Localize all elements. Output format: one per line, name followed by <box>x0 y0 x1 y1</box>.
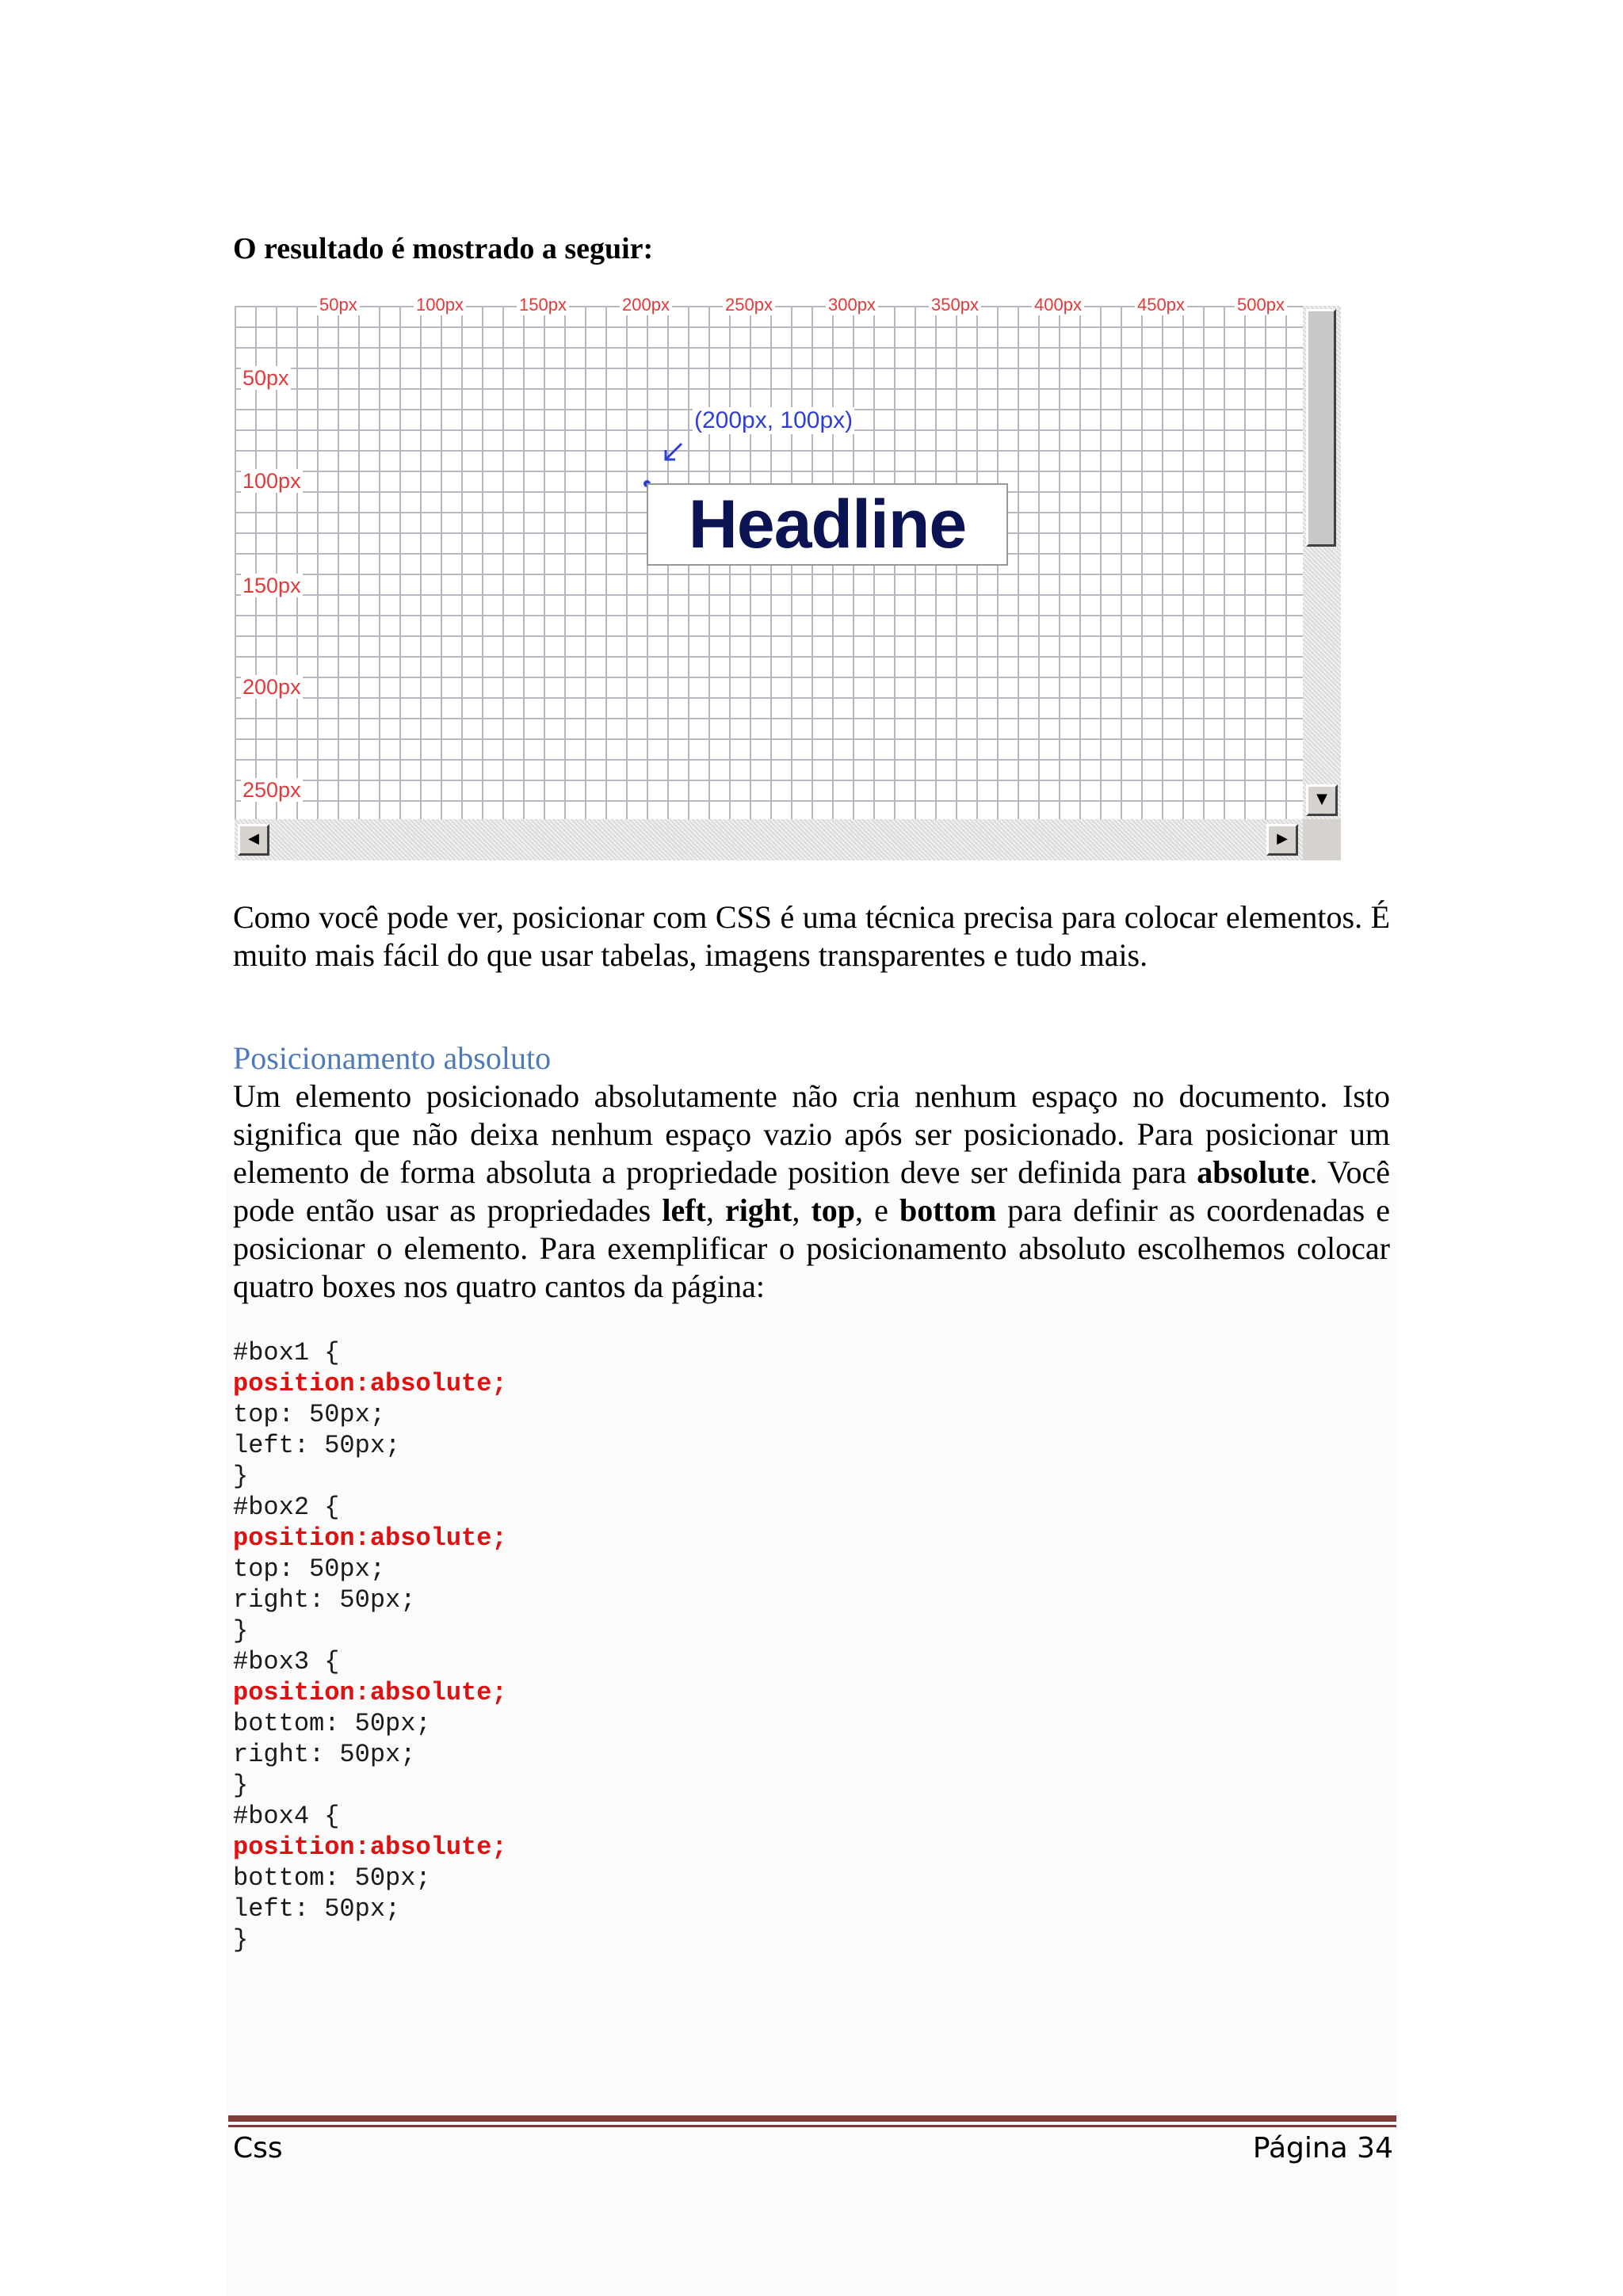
code-line: } <box>233 1771 249 1800</box>
code-line: bottom: 50px; <box>233 1863 431 1893</box>
code-line: top: 50px; <box>233 1400 386 1429</box>
scroll-left-arrow-icon[interactable]: ◀ <box>238 824 269 856</box>
text-run: . Você pode então usar as propriedades <box>233 1154 1390 1228</box>
positioning-screenshot <box>235 295 1341 860</box>
bold-term: left <box>662 1192 706 1228</box>
arrow-icon <box>661 441 685 464</box>
section-heading: Posicionamento absoluto <box>233 1040 552 1076</box>
text-run: Um elemento posicionado absolutamente não cria nenhum espaço no documento. Isto significa que não deixa nenhum espaço vazio após ser posicionado. Para posicionar um elemento de forma absoluta a propriedade position deve ser definida para <box>233 1078 1390 1190</box>
paragraph-intro: Como você pode ver, posicionar com CSS é uma técnica precisa para colocar elementos. É muito mais fácil do que usar tabelas, imagens transparentes e tudo mais. <box>233 899 1390 973</box>
code-line: right: 50px; <box>233 1740 416 1769</box>
headline-text: Headline <box>688 486 967 563</box>
paragraph-absolute <box>233 1077 1390 1306</box>
code-line: } <box>233 1616 249 1646</box>
ruler-label-150: 150px <box>242 574 301 597</box>
headline-box <box>647 483 1008 566</box>
text-run: para definir as coordenadas e posicionar o elemento. Para exemplificar o posicionamento absoluto escolhemos colocar quatro boxes nos quatro cantos da página: <box>233 1192 1391 1304</box>
bold-term: bottom <box>899 1192 997 1228</box>
ruler-label-250: 250px <box>242 778 301 802</box>
ruler-tick: 400px <box>1032 295 1084 315</box>
code-block <box>233 1337 507 1955</box>
bold-term: right <box>724 1192 792 1228</box>
ruler-label-200: 200px <box>242 675 301 699</box>
ruler-tick: 300px <box>826 295 878 315</box>
code-line: right: 50px; <box>233 1585 416 1615</box>
ruler-tick: 200px <box>620 295 672 315</box>
code-line: position:absolute; <box>233 1369 507 1398</box>
code-line: #box1 { <box>233 1338 340 1367</box>
text-run: , <box>705 1192 725 1228</box>
footer-title: Css <box>233 2132 283 2164</box>
ruler-label-100: 100px <box>242 469 301 493</box>
text-run: , <box>792 1192 812 1228</box>
code-line: left: 50px; <box>233 1431 401 1460</box>
ruler-tick: 250px <box>723 295 775 315</box>
ruler-tick: 500px <box>1235 295 1287 315</box>
grid-canvas <box>235 295 1303 819</box>
code-line: } <box>233 1462 249 1491</box>
top-ruler <box>235 295 1303 318</box>
scroll-right-arrow-icon[interactable]: ▶ <box>1266 824 1298 856</box>
code-line: #box3 { <box>233 1647 340 1676</box>
intro-heading: O resultado é mostrado a seguir: <box>233 232 654 265</box>
scrollbar-corner <box>1303 819 1341 860</box>
footer-rule-thin <box>228 2125 1396 2127</box>
code-line: top: 50px; <box>233 1554 386 1584</box>
code-line: } <box>233 1925 249 1955</box>
scroll-down-arrow-icon[interactable]: ▼ <box>1306 784 1338 816</box>
vertical-scrollbar[interactable] <box>1303 306 1341 819</box>
code-line: position:absolute; <box>233 1833 507 1862</box>
horizontal-scrollbar[interactable] <box>235 819 1303 860</box>
code-line: #box4 { <box>233 1802 340 1831</box>
text-run: , e <box>855 1192 899 1228</box>
ruler-label-50: 50px <box>242 366 289 390</box>
bold-term: absolute <box>1197 1154 1310 1190</box>
ruler-tick: 150px <box>517 295 569 315</box>
footer-rule <box>228 2115 1396 2122</box>
code-line: left: 50px; <box>233 1894 401 1924</box>
code-line: position:absolute; <box>233 1678 507 1707</box>
ruler-tick: 50px <box>317 295 360 315</box>
coordinate-label: (200px, 100px) <box>694 407 854 433</box>
ruler-tick: 450px <box>1135 295 1187 315</box>
bold-term: top <box>811 1192 856 1228</box>
code-line: #box2 { <box>233 1493 340 1522</box>
code-line: bottom: 50px; <box>233 1709 431 1738</box>
page-number: Página 34 <box>1252 2132 1393 2164</box>
ruler-tick: 100px <box>414 295 466 315</box>
vertical-scroll-thumb[interactable] <box>1306 309 1336 547</box>
code-line: position:absolute; <box>233 1524 507 1553</box>
ruler-tick: 350px <box>929 295 981 315</box>
